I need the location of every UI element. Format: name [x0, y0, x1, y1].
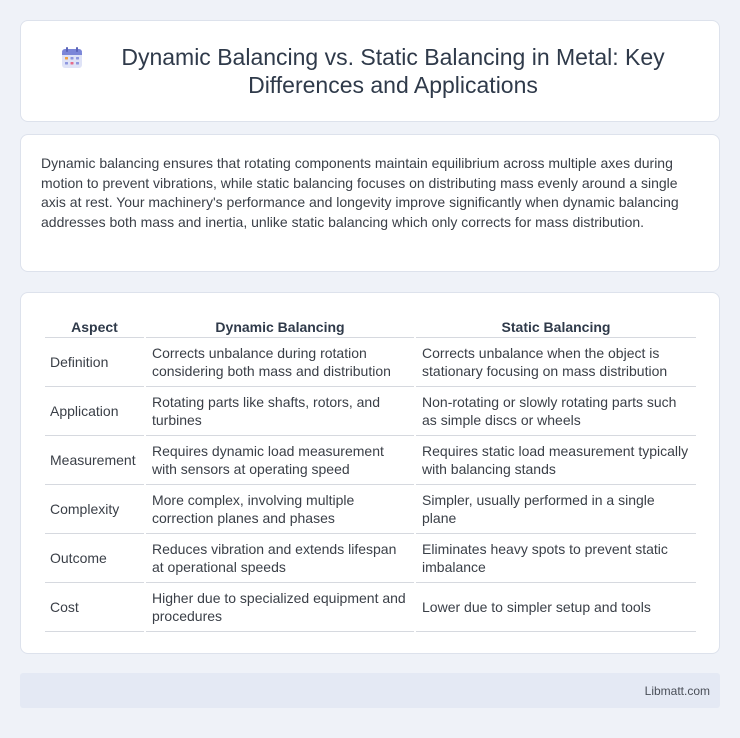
header-aspect: Aspect: [45, 313, 144, 338]
row-aspect: Cost: [45, 583, 144, 632]
row-static: Lower due to simpler setup and tools: [416, 583, 696, 632]
row-static: Corrects unbalance when the object is stationary focusing on mass distribution: [416, 338, 696, 387]
row-aspect: Outcome: [45, 534, 144, 583]
header-static: Static Balancing: [416, 313, 696, 338]
row-static: Simpler, usually performed in a single plane: [416, 485, 696, 534]
table-row: [45, 338, 696, 387]
footer: [20, 673, 720, 708]
row-dynamic: Reduces vibration and extends lifespan at operational speeds: [146, 534, 414, 583]
row-static: Eliminates heavy spots to prevent static imbalance: [416, 534, 696, 583]
row-aspect: Application: [45, 387, 144, 436]
row-dynamic: Corrects unbalance during rotation considering both mass and distribution: [146, 338, 414, 387]
title-card: [20, 20, 720, 122]
footer-brand-link[interactable]: Libmatt.com: [644, 683, 710, 698]
table-row: [45, 387, 696, 436]
row-aspect: Measurement: [45, 436, 144, 485]
comparison-table: [43, 313, 698, 632]
title-wrap: [60, 43, 680, 99]
row-aspect: Complexity: [45, 485, 144, 534]
table-row: [45, 485, 696, 534]
table-row: [45, 534, 696, 583]
page-title: Dynamic Balancing vs. Static Balancing in Metal: Key Differences and Applications: [121, 44, 665, 98]
row-dynamic: More complex, involving multiple correction planes and phases: [146, 485, 414, 534]
table-row: [45, 583, 696, 632]
row-dynamic: Rotating parts like shafts, rotors, and turbines: [146, 387, 414, 436]
row-dynamic: Requires dynamic load measurement with sensors at operating speed: [146, 436, 414, 485]
row-static: Non-rotating or slowly rotating parts such as simple discs or wheels: [416, 387, 696, 436]
row-dynamic: Higher due to specialized equipment and procedures: [146, 583, 414, 632]
table-row: [45, 436, 696, 485]
intro-paragraph: Dynamic balancing ensures that rotating components maintain equilibrium across multiple axes during motion to prevent vibrations, while static balancing focuses on distributing mass evenly around a single axis at rest. Your machinery's performance and longevity improve significantly when dynamic balancing addresses both mass and inertia, unlike static balancing which only corrects for mass distribution.: [41, 155, 679, 230]
calendar-grid-icon: [60, 46, 84, 70]
comparison-card: [20, 292, 720, 654]
table-header-row: [45, 313, 696, 338]
header-dynamic: Dynamic Balancing: [146, 313, 414, 338]
row-static: Requires static load measurement typically with balancing stands: [416, 436, 696, 485]
intro-card: [20, 134, 720, 272]
row-aspect: Definition: [45, 338, 144, 387]
